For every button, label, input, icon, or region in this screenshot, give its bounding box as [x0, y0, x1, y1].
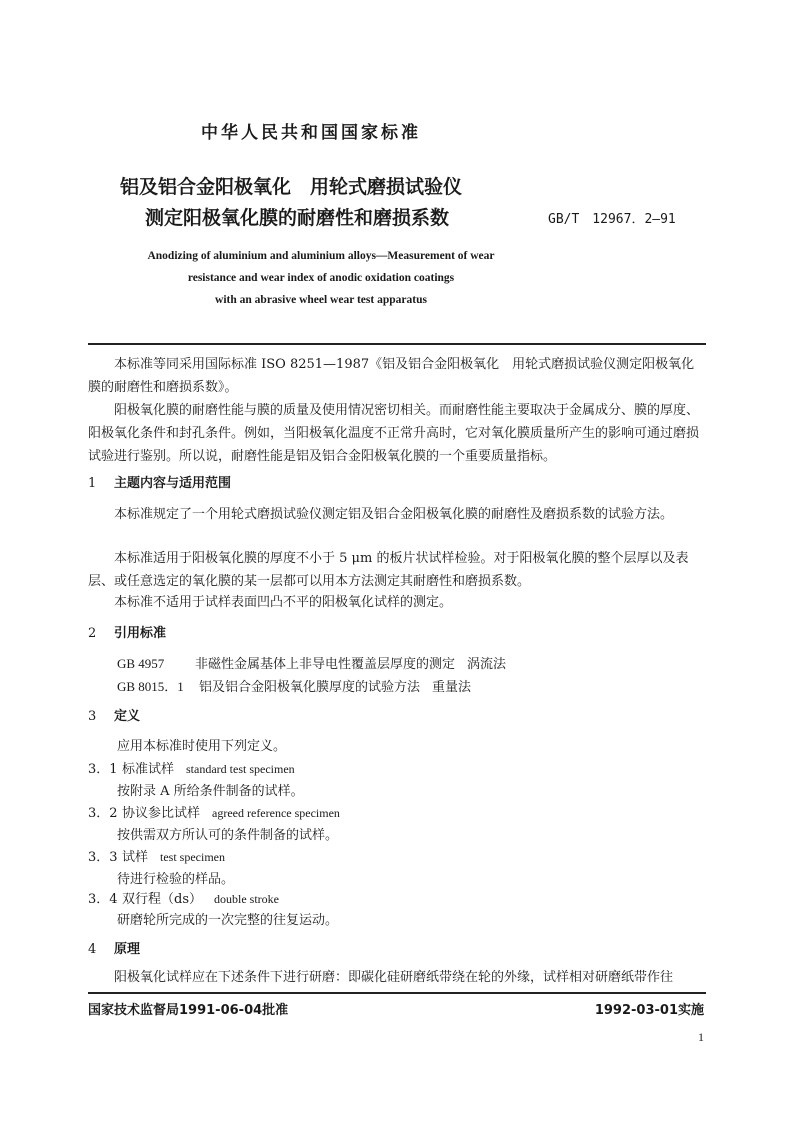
section-1-paragraph-1: 本标准规定了一个用轮式磨损试验仪测定铝及铝合金阳极氧化膜的耐磨性及磨损系数的试验方法。: [114, 507, 674, 522]
definition-term-row: [88, 889, 279, 910]
page-number: 1: [698, 1030, 704, 1044]
section-2-heading: [88, 624, 166, 644]
section-1-paragraph-2: 本标准适用于阳极氧化膜的厚度不小于 5 μm 的板片状试样检验。对于阳极氧化膜的整个层厚以及表层、或任意选定的氧化膜的某一层都可以用本方法测定其耐磨性和磨损系数。: [88, 551, 689, 589]
section-1-heading: [88, 474, 231, 494]
intro-paragraph-2: 阳极氧化膜的耐磨性能与膜的质量及使用情况密切相关。而耐磨性能主要取决于金属成分、膜的厚度、阳极氧化条件和封孔条件。例如，当阳极氧化温度不正常升高时，它对氧化膜质量所产生的影响可通过磨损试验进行鉴别。所以说，耐磨性能是铝及铝合金阳极氧化膜的一个重要质量指标。: [88, 403, 700, 464]
definition-description: 按附录 A 所给条件制备的试样。: [117, 784, 304, 799]
header-divider: [88, 343, 706, 345]
english-title-line3: with an abrasive wheel wear test apparatus: [215, 294, 427, 306]
reference-name: 非磁性金属基体上非导电性覆盖层厚度的测定: [195, 657, 456, 672]
reference-method: 重量法: [432, 680, 472, 695]
definition-term-english: standard test specimen: [186, 762, 295, 776]
definition-term: 协议参比试样: [122, 806, 201, 821]
approval-statement: 国家技术监督局1991-06-04批准: [88, 1003, 289, 1018]
document-title-line2: 测定阳极氧化膜的耐磨性和磨损系数: [145, 207, 450, 229]
section-number: 3: [88, 709, 97, 724]
definition-term: 双行程（ds）: [122, 892, 202, 907]
section-number: 1: [88, 476, 97, 491]
definition-number: 3．4: [88, 892, 118, 907]
section-title: 引用标准: [114, 626, 167, 641]
document-title-line1: 铝及铝合金阳极氧化 用轮式磨损试验仪: [120, 176, 463, 198]
definition-term-row: [88, 803, 340, 824]
definition-term-row: [88, 847, 225, 868]
reference-name: 铝及铝合金阳极氧化膜厚度的试验方法: [199, 680, 421, 695]
definitions-intro: 应用本标准时使用下列定义。: [117, 739, 287, 754]
standard-number: GB/T 12967．2—91: [548, 212, 676, 227]
section-1-paragraph-3: 本标准不适用于试样表面凹凸不平的阳极氧化试样的测定。: [114, 595, 453, 610]
section-4-paragraph-1: 阳极氧化试样应在下述条件下进行研磨：即碳化硅研磨纸带绕在轮的外缘，试样相对研磨纸带作往: [114, 970, 674, 985]
reference-method: 涡流法: [467, 657, 507, 672]
reference-item: [117, 677, 471, 698]
national-standard-heading: 中华人民共和国国家标准: [201, 123, 421, 143]
footer-divider: [88, 992, 706, 994]
english-title-line1: Anodizing of aluminium and aluminium alloys—Measurement of wear: [147, 250, 495, 262]
definition-description: 待进行检验的样品。: [117, 872, 235, 887]
reference-item: [117, 654, 506, 675]
definition-term-english: double stroke: [214, 892, 279, 906]
definition-term-english: agreed reference specimen: [212, 806, 340, 820]
definition-number: 3．1: [88, 762, 118, 777]
section-number: 4: [88, 942, 97, 957]
definition-term: 标准试样: [122, 762, 175, 777]
section-3-heading: [88, 707, 140, 727]
definition-description: 按供需双方所认可的条件制备的试样。: [117, 828, 339, 843]
definition-term-english: test specimen: [160, 850, 225, 864]
english-title-line2: resistance and wear index of anodic oxidation coatings: [187, 272, 455, 284]
intro-paragraph-1: 本标准等同采用国际标准 ISO 8251—1987《铝及铝合金阳极氧化 用轮式磨损试验仪测定阳极氧化膜的耐磨性和磨损系数》。: [88, 357, 695, 395]
section-number: 2: [88, 626, 97, 641]
section-title: 主题内容与适用范围: [114, 476, 232, 491]
definition-term: 试样: [122, 850, 149, 865]
definition-term-row: [88, 759, 295, 780]
section-title: 定义: [114, 709, 141, 724]
section-4-heading: [88, 940, 140, 960]
definition-number: 3．3: [88, 850, 118, 865]
reference-code: GB 8015．1: [117, 679, 184, 694]
definition-description: 研磨轮所完成的一次完整的往复运动。: [117, 913, 339, 928]
definition-number: 3．2: [88, 806, 118, 821]
reference-code: GB 4957: [117, 656, 165, 671]
implementation-statement: 1992-03-01实施: [594, 1003, 704, 1018]
section-title: 原理: [114, 942, 141, 957]
